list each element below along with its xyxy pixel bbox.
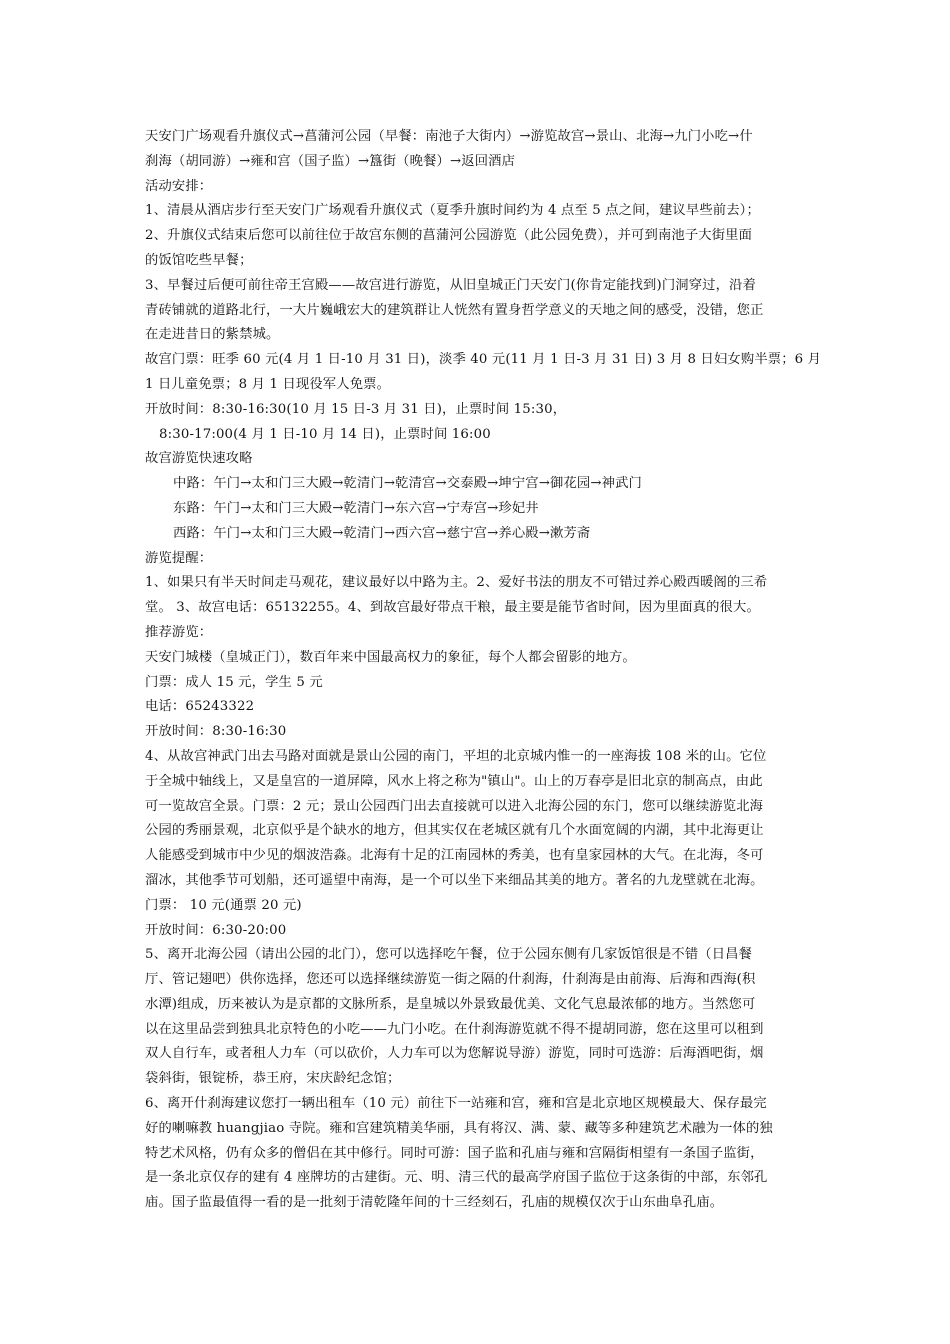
text-line: 厅、管记翅吧）供你选择，您还可以选择继续游览一街之隔的什刹海，什刹海是由前海、后海和西海(积 (145, 972, 756, 988)
text-line: 1 日儿童免票；8 月 1 日现役军人免票。 (145, 376, 391, 392)
text-line: 门票： 10 元(通票 20 元) (145, 897, 302, 913)
text-line: 8:30-17:00(4 月 1 日-10 月 14 日)，止票时间 16:00 (159, 426, 491, 442)
text-line: 1、清晨从酒店步行至天安门广场观看升旗仪式（夏季升旗时间约为 4 点至 5 点之间，建议早些前去）； (145, 203, 760, 219)
text-line: 袋斜街，银锭桥，恭王府，宋庆龄纪念馆； (145, 1071, 401, 1087)
text-line: 的饭馆吃些早餐； (145, 252, 253, 268)
text-line: 青砖铺就的道路北行，一大片巍峨宏大的建筑群让人恍然有置身哲学意义的天地之间的感受，没错，您正 (145, 302, 764, 318)
text-line: 公园的秀丽景观，北京似乎是个缺水的地方，但其实仅在老城区就有几个水面宽阔的内湖，其中北海更让 (145, 823, 764, 839)
text-line: 人能感受到城市中少见的烟波浩淼。北海有十足的江南园林的秀美，也有皇家园林的大气。在北海，冬可 (145, 848, 764, 864)
text-line: 可一览故宫全景。门票：2 元；景山公园西门出去直接就可以进入北海公园的东门，您可以继续游览北海 (145, 798, 764, 814)
text-line: 好的喇嘛教 huangjiao 寺院。雍和宫建筑精美华丽，具有将汉、满、蒙、藏等多种建筑艺术融为一体的独 (145, 1120, 773, 1136)
text-line: 在走进昔日的紫禁城。 (145, 327, 280, 343)
document-page (145, 125, 822, 1216)
text-line: 西路：午门→太和门三大殿→乾清门→西六宫→慈宁宫→养心殿→漱芳斋 (173, 525, 591, 541)
text-line: 东路：午门→太和门三大殿→乾清门→东六宫→宁寿宫→珍妃井 (173, 500, 539, 516)
text-line: 1、如果只有半天时间走马观花，建议最好以中路为主。2、爱好书法的朋友不可错过养心殿西暖阁的三希 (145, 575, 768, 591)
text-line: 开放时间：8:30-16:30 (145, 724, 287, 740)
text-line: 4、从故宫神武门出去马路对面就是景山公园的南门，平坦的北京城内惟一的一座海拔 108 米的山。它位 (145, 748, 767, 764)
text-line: 2、升旗仪式结束后您可以前往位于故宫东侧的菖蒲河公园游览（此公园免费），并可到南池子大街里面 (145, 228, 753, 244)
text-line: 庙。国子监最值得一看的是一批刻于清乾隆年间的十三经刻石，孔庙的规模仅次于山东曲阜孔庙。 (145, 1195, 724, 1211)
text-line: 中路：午门→太和门三大殿→乾清门→乾清宫→交泰殿→坤宁宫→御花园→神武门 (173, 476, 642, 492)
text-line: 5、离开北海公园（请出公园的北门），您可以选择吃午餐，位于公园东侧有几家饭馆很是不错（日昌餐 (145, 947, 753, 963)
text-line: 溜冰，其他季节可划船，还可遥望中南海，是一个可以坐下来细品其美的地方。著名的九龙壁就在北海。 (145, 872, 764, 888)
text-line: 双人自行车，或者租人力车（可以砍价，人力车可以为您解说导游）游览，同时可选游：后海酒吧街，烟 (145, 1046, 764, 1062)
text-line: 刹海（胡同游）→雍和宫（国子监）→簋街（晚餐）→返回酒店 (145, 153, 516, 169)
text-line: 3、早餐过后便可前往帝王宫殿——故宫进行游览，从旧皇城正门天安门(你肯定能找到)门洞穿过，沿着 (145, 277, 756, 293)
text-line: 特艺术风格，仍有众多的僧侣在其中修行。同时可游：国子监和孔庙与雍和宫隔街相望有一条国子监街， (145, 1145, 764, 1161)
text-line: 是一条北京仅存的建有 4 座牌坊的古建街。元、明、清三代的最高学府国子监位于这条街的中部，东邻孔 (145, 1170, 768, 1186)
text-line: 堂。 3、故宫电话：65132255。4、到故宫最好带点干粮，最主要是能节省时间，因为里面真的很大。 (145, 600, 760, 616)
text-line: 电话：65243322 (145, 699, 255, 715)
text-line: 门票：成人 15 元，学生 5 元 (145, 674, 323, 690)
text-line: 推荐游览： (145, 624, 213, 640)
text-line: 游览提醒： (145, 550, 213, 566)
text-line: 以在这里品尝到独具北京特色的小吃——九门小吃。在什刹海游览就不得不提胡同游，您在这里可以租到 (145, 1021, 764, 1037)
text-line: 6、离开什刹海建议您打一辆出租车（10 元）前往下一站雍和宫，雍和宫是北京地区规模最大、保存最完 (145, 1096, 767, 1112)
text-line: 故宫游览快速攻略 (145, 451, 253, 467)
text-line: 于全城中轴线上，又是皇宫的一道屏障，风水上将之称为"镇山"。山上的万春亭是旧北京的制高点，由此 (145, 773, 763, 789)
text-line: 故宫门票：旺季 60 元(4 月 1 日-10 月 31 日)，淡季 40 元(11 月 1 日-3 月 31 日) 3 月 8 日妇女购半票；6 月 (145, 352, 822, 368)
text-line: 活动安排： (145, 178, 213, 194)
text-line: 开放时间：8:30-16:30(10 月 15 日-3 月 31 日)，止票时间 15:30， (145, 401, 567, 417)
text-line: 天安门城楼（皇城正门），数百年来中国最高权力的象征，每个人都会留影的地方。 (145, 649, 636, 665)
text-line: 开放时间：6:30-20:00 (145, 922, 287, 938)
text-line: 天安门广场观看升旗仪式→菖蒲河公园（早餐：南池子大街内）→游览故宫→景山、北海→九门小吃→什 (145, 129, 753, 144)
text-line: 水潭)组成，历来被认为是京都的文脉所系，是皇城以外景致最优美、文化气息最浓郁的地方。当然您可 (145, 996, 756, 1012)
